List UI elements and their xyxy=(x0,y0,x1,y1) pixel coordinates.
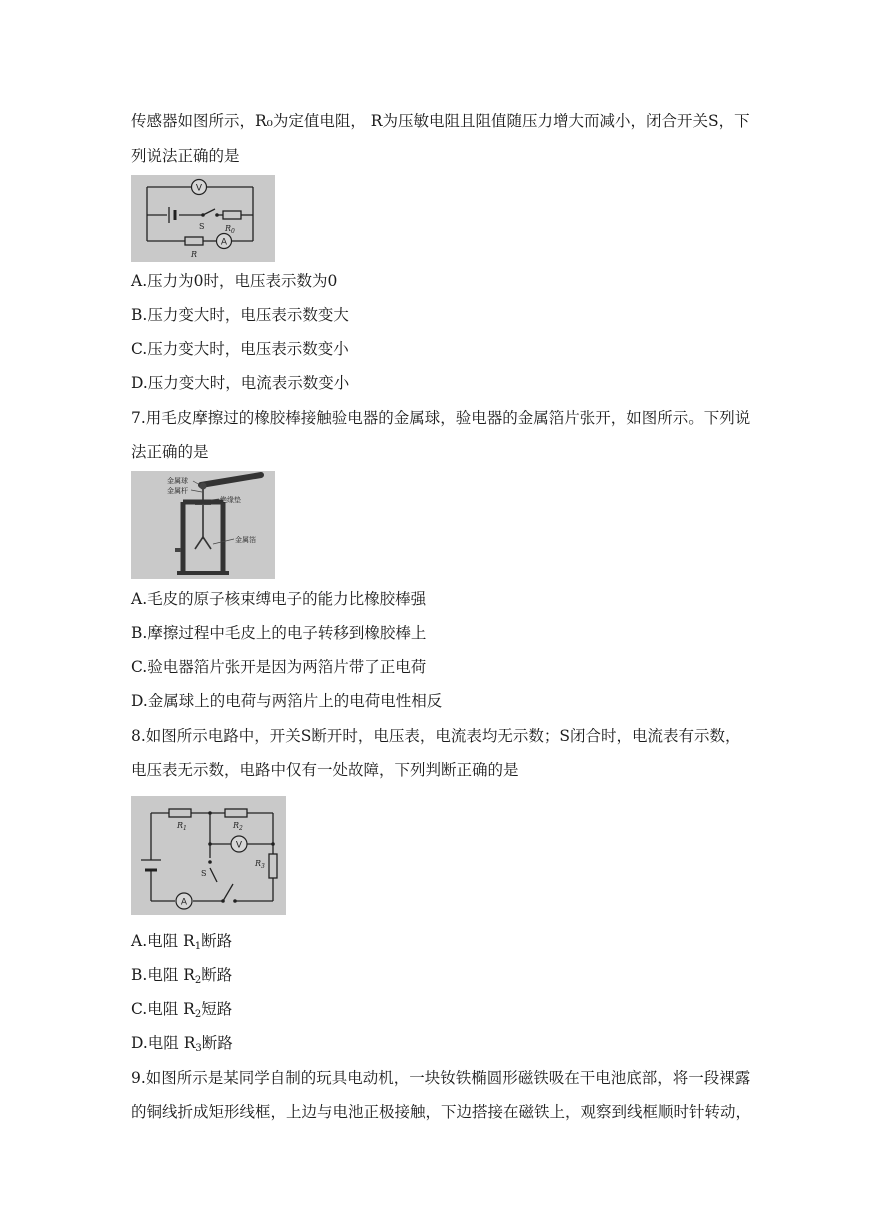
q7-stem-line-1: 7.用毛皮摩擦过的橡胶棒接触验电器的金属球，验电器的金属箔片张开，如图所示。下列说 xyxy=(131,409,751,427)
foil-left xyxy=(195,537,203,549)
q6-circuit-figure xyxy=(131,175,275,262)
q7-option-d: D.金属球上的电荷与两箔片上的电荷电性相反 xyxy=(131,692,443,710)
q6-option-a: A.压力为0时，电压表示数为0 xyxy=(131,272,338,290)
ammeter-icon xyxy=(176,893,192,909)
ammeter-label: A xyxy=(220,237,228,248)
q8-option-b: B.电阻 $R_2$断路 xyxy=(131,966,233,986)
r1-label: $R_1$ xyxy=(177,821,187,832)
q7-option-a: A.毛皮的原子核束缚电子的能力比橡胶棒强 xyxy=(131,590,427,608)
foil-right xyxy=(203,537,211,549)
q6-stem-line-2: 列说法正确的是 xyxy=(131,147,240,165)
voltmeter-icon xyxy=(231,836,247,852)
r3-label: $R_3$ xyxy=(255,859,265,870)
q6-option-c: C.压力变大时，电压表示数变小 xyxy=(131,340,349,358)
q8-option-d: D.电阻 $R_3$断路 xyxy=(131,1034,233,1054)
metal-ball xyxy=(200,483,207,490)
q7-electroscope-figure xyxy=(131,471,275,579)
q6-stem-line-1: 传感器如图所示，R₀为定值电阻， R为压敏电阻且阻值随压力增大而减小，闭合开关S，下 xyxy=(131,112,750,130)
q8-option-a: A.电阻 $R_1$断路 xyxy=(131,932,233,952)
q9-stem-line-1: 9.如图所示是某同学自制的玩具电动机，一块钕铁椭圆形磁铁吸在干电池底部，将一段裸露 xyxy=(131,1069,751,1087)
q8-circuit-figure xyxy=(131,796,286,915)
q7-option-c: C.验电器箔片张开是因为两箔片带了正电荷 xyxy=(131,658,427,676)
q9-stem-line-2: 的铜线折成矩形线框，上边与电池正极接触，下边搭接在磁铁上，观察到线框顺时针转动， xyxy=(131,1103,752,1121)
fixed-resistor-label: $R_0$ xyxy=(225,224,235,235)
q7-option-b: B.摩擦过程中毛皮上的电子转移到橡胶棒上 xyxy=(131,624,427,642)
voltmeter-label: V xyxy=(195,183,203,194)
q6-option-b: B.压力变大时，电压表示数变大 xyxy=(131,306,349,324)
switch-label: S xyxy=(201,869,207,878)
switch-label: S xyxy=(199,222,205,231)
q8-option-c: C.电阻 $R_2$短路 xyxy=(131,1000,233,1020)
ammeter-icon xyxy=(217,234,232,249)
q7-stem-line-2: 法正确的是 xyxy=(131,443,209,461)
rubber-rod xyxy=(201,475,261,485)
voltmeter-label: V xyxy=(235,840,243,851)
q8-stem-line-2: 电压表无示数，电路中仅有一处故障，下列判断正确的是 xyxy=(131,761,519,779)
q8-stem-line-1: 8.如图所示电路中，开关S断开时，电压表，电流表均无示数；S闭合时，电流表有示数， xyxy=(131,727,741,745)
ammeter-label: A xyxy=(180,897,188,908)
label-metal-rod: 金属杆 xyxy=(167,487,188,495)
label-metal-foil: 金属箔 xyxy=(235,536,256,544)
r2-label: $R_2$ xyxy=(233,821,243,832)
voltmeter-icon xyxy=(192,180,207,195)
sensor-resistor-label: R xyxy=(191,250,198,259)
label-insulator: 绝缘垫 xyxy=(220,496,241,504)
q6-option-d: D.压力变大时，电流表示数变小 xyxy=(131,374,350,392)
label-metal-ball: 金属球 xyxy=(167,477,188,485)
